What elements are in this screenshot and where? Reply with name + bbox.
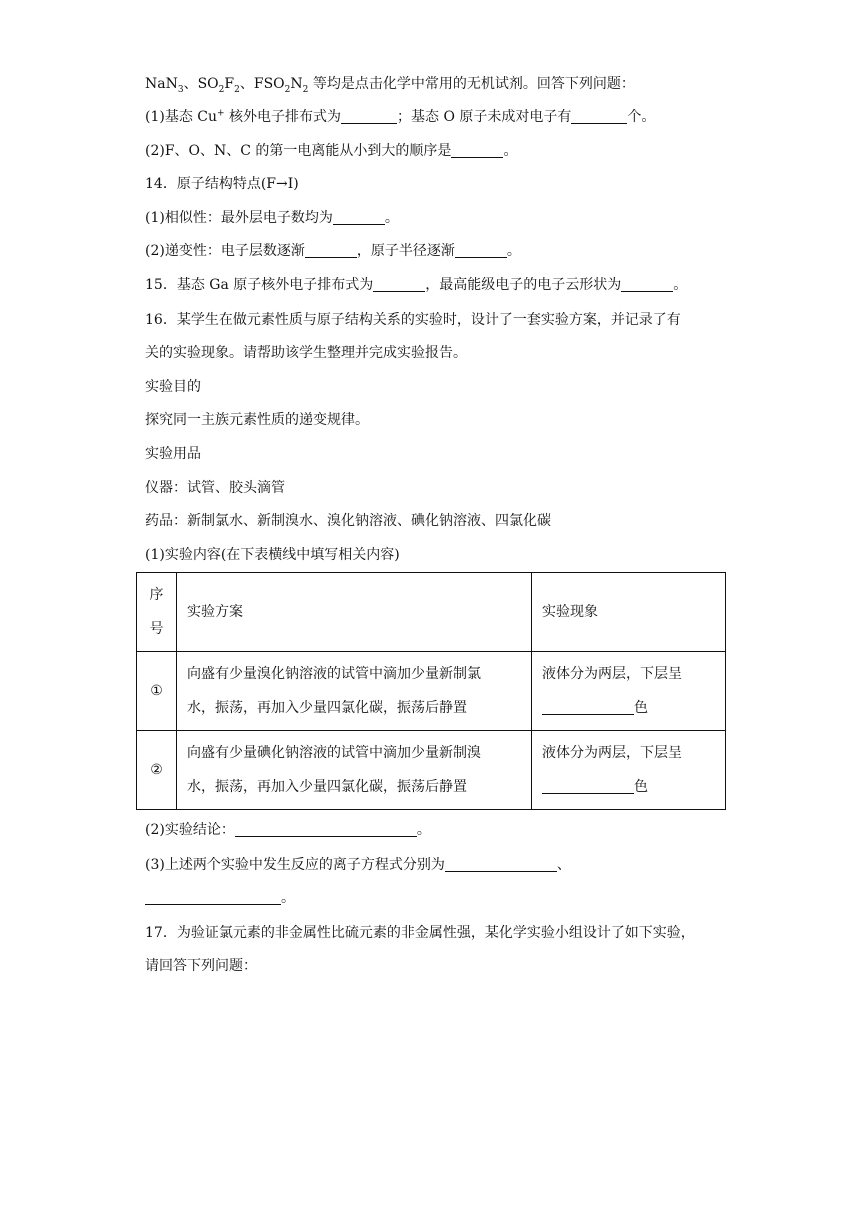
question-text: 。 <box>673 277 688 293</box>
question-text: 。 <box>506 243 521 259</box>
formula-part: F <box>224 76 235 92</box>
answer-blank[interactable] <box>451 142 503 158</box>
superscript: + <box>217 108 225 119</box>
conclusion <box>145 820 431 840</box>
subscript: 2 <box>284 84 291 95</box>
answer-blank[interactable] <box>305 242 357 258</box>
q16-part3-cont <box>145 888 295 908</box>
header-index-2: 号 <box>149 621 164 637</box>
plan-line: 水，振荡，再加入少量四氯化碳，振荡后静置 <box>187 700 467 716</box>
q14-part2 <box>145 241 521 261</box>
phenomenon-line: 液体分为两层，下层呈 <box>542 666 682 682</box>
q14-title: 14．原子结构特点(F→I) <box>145 176 299 192</box>
question-text: ，原子半径逐渐 <box>356 243 455 259</box>
content-title: (1)实验内容(在下表横线中填写相关内容) <box>145 547 400 563</box>
supplies-title: 实验用品 <box>145 446 201 462</box>
answer-blank[interactable] <box>373 276 425 292</box>
answer-blank[interactable] <box>542 778 634 794</box>
row-phenomenon <box>532 652 726 731</box>
question-text: ，最高能级电子的电子云形状为 <box>425 277 622 293</box>
table-row <box>137 731 726 810</box>
row-phenomenon <box>532 731 726 810</box>
reagents-text: 药品：新制氯水、新制溴水、溴化钠溶液、碘化钠溶液、四氯化碳 <box>145 513 551 529</box>
header-index <box>137 573 177 652</box>
question-text: 。 <box>503 143 518 159</box>
question-text: 核外电子排布式为 <box>229 109 342 125</box>
answer-blank[interactable] <box>445 856 557 872</box>
question-text: (2)F、O、N、C 的第一电离能从小到大的顺序是 <box>145 143 452 159</box>
header-index-1: 序 <box>149 587 164 603</box>
q13-part2 <box>145 141 517 161</box>
phenomenon-line <box>542 770 715 804</box>
question-text: 个。 <box>627 109 656 125</box>
intro-text: 等均是点击化学中常用的无机试剂。回答下列问题： <box>312 76 635 92</box>
formula-fso2n2: FSO <box>253 76 285 92</box>
q17-line1: 17．为验证氯元素的非金属性比硫元素的非金属性强，某化学实验小组设计了如下实验， <box>145 925 695 941</box>
question-text: 、 <box>556 857 571 873</box>
answer-blank[interactable] <box>145 889 281 905</box>
purpose-title: 实验目的 <box>145 379 201 395</box>
row-plan <box>177 652 532 731</box>
q15 <box>145 275 687 295</box>
question-text: (1)基态 <box>145 109 193 125</box>
formula-part: N <box>290 76 303 92</box>
plan-line: 向盛有少量碘化钠溶液的试管中滴加少量新制溴 <box>187 745 481 761</box>
answer-blank[interactable] <box>235 821 417 837</box>
q16-line2: 关的实验现象。请帮助该学生整理并完成实验报告。 <box>145 345 467 361</box>
separator: 、 <box>183 76 198 92</box>
formula-so2f2: SO <box>197 76 219 92</box>
phenomenon-line <box>542 691 715 725</box>
table-row <box>137 652 726 731</box>
q17-line2: 请回答下列问题： <box>145 958 257 974</box>
table-header-row <box>137 573 726 652</box>
phenomenon-suffix: 色 <box>634 779 648 795</box>
question-text: (2)实验结论： <box>145 822 235 838</box>
formula-nan3: NaN <box>145 76 178 92</box>
question-text: (3)上述两个实验中发生反应的离子方程式分别为 <box>145 857 445 873</box>
experiment-table <box>136 572 726 810</box>
q16-part3 <box>145 855 571 875</box>
header-plan: 实验方案 <box>177 573 532 652</box>
question-text: ；基态 O 原子未成对电子有 <box>397 109 572 125</box>
question-text: 。 <box>416 822 431 838</box>
instruments-text: 仪器：试管、胶头滴管 <box>145 480 285 496</box>
question-text: (2)递变性：电子层数逐渐 <box>145 243 305 259</box>
question-text: 15．基态 Ga 原子核外电子排布式为 <box>145 277 374 293</box>
q13-part1 <box>145 107 655 127</box>
answer-blank[interactable] <box>341 108 397 124</box>
answer-blank[interactable] <box>455 242 507 258</box>
plan-line: 向盛有少量溴化钠溶液的试管中滴加少量新制氯 <box>187 666 481 682</box>
answer-blank[interactable] <box>571 108 627 124</box>
phenomenon-line: 液体分为两层，下层呈 <box>542 745 682 761</box>
question-text: 。 <box>281 890 295 906</box>
header-phenomenon: 实验现象 <box>532 573 726 652</box>
plan-line: 水，振荡，再加入少量四氯化碳，振荡后静置 <box>187 779 467 795</box>
phenomenon-suffix: 色 <box>634 700 648 716</box>
answer-blank[interactable] <box>333 209 385 225</box>
q14-part1 <box>145 208 399 228</box>
row-index: ② <box>137 731 177 810</box>
answer-blank[interactable] <box>542 699 634 715</box>
intro-line <box>145 74 635 94</box>
question-text: (1)相似性：最外层电子数均为 <box>145 210 333 226</box>
ion-cu: Cu <box>197 109 218 125</box>
separator: 、 <box>239 76 254 92</box>
row-plan <box>177 731 532 810</box>
answer-blank[interactable] <box>621 276 673 292</box>
subscript: 2 <box>234 84 240 95</box>
q16-line1: 16．某学生在做元素性质与原子结构关系的实验时，设计了一套实验方案，并记录了有 <box>145 312 681 328</box>
purpose-text: 探究同一主族元素性质的递变规律。 <box>145 412 369 428</box>
question-text: 。 <box>384 210 399 226</box>
subscript: 2 <box>302 84 309 95</box>
subscript: 2 <box>218 84 225 95</box>
row-index: ① <box>137 652 177 731</box>
subscript: 3 <box>177 84 184 95</box>
